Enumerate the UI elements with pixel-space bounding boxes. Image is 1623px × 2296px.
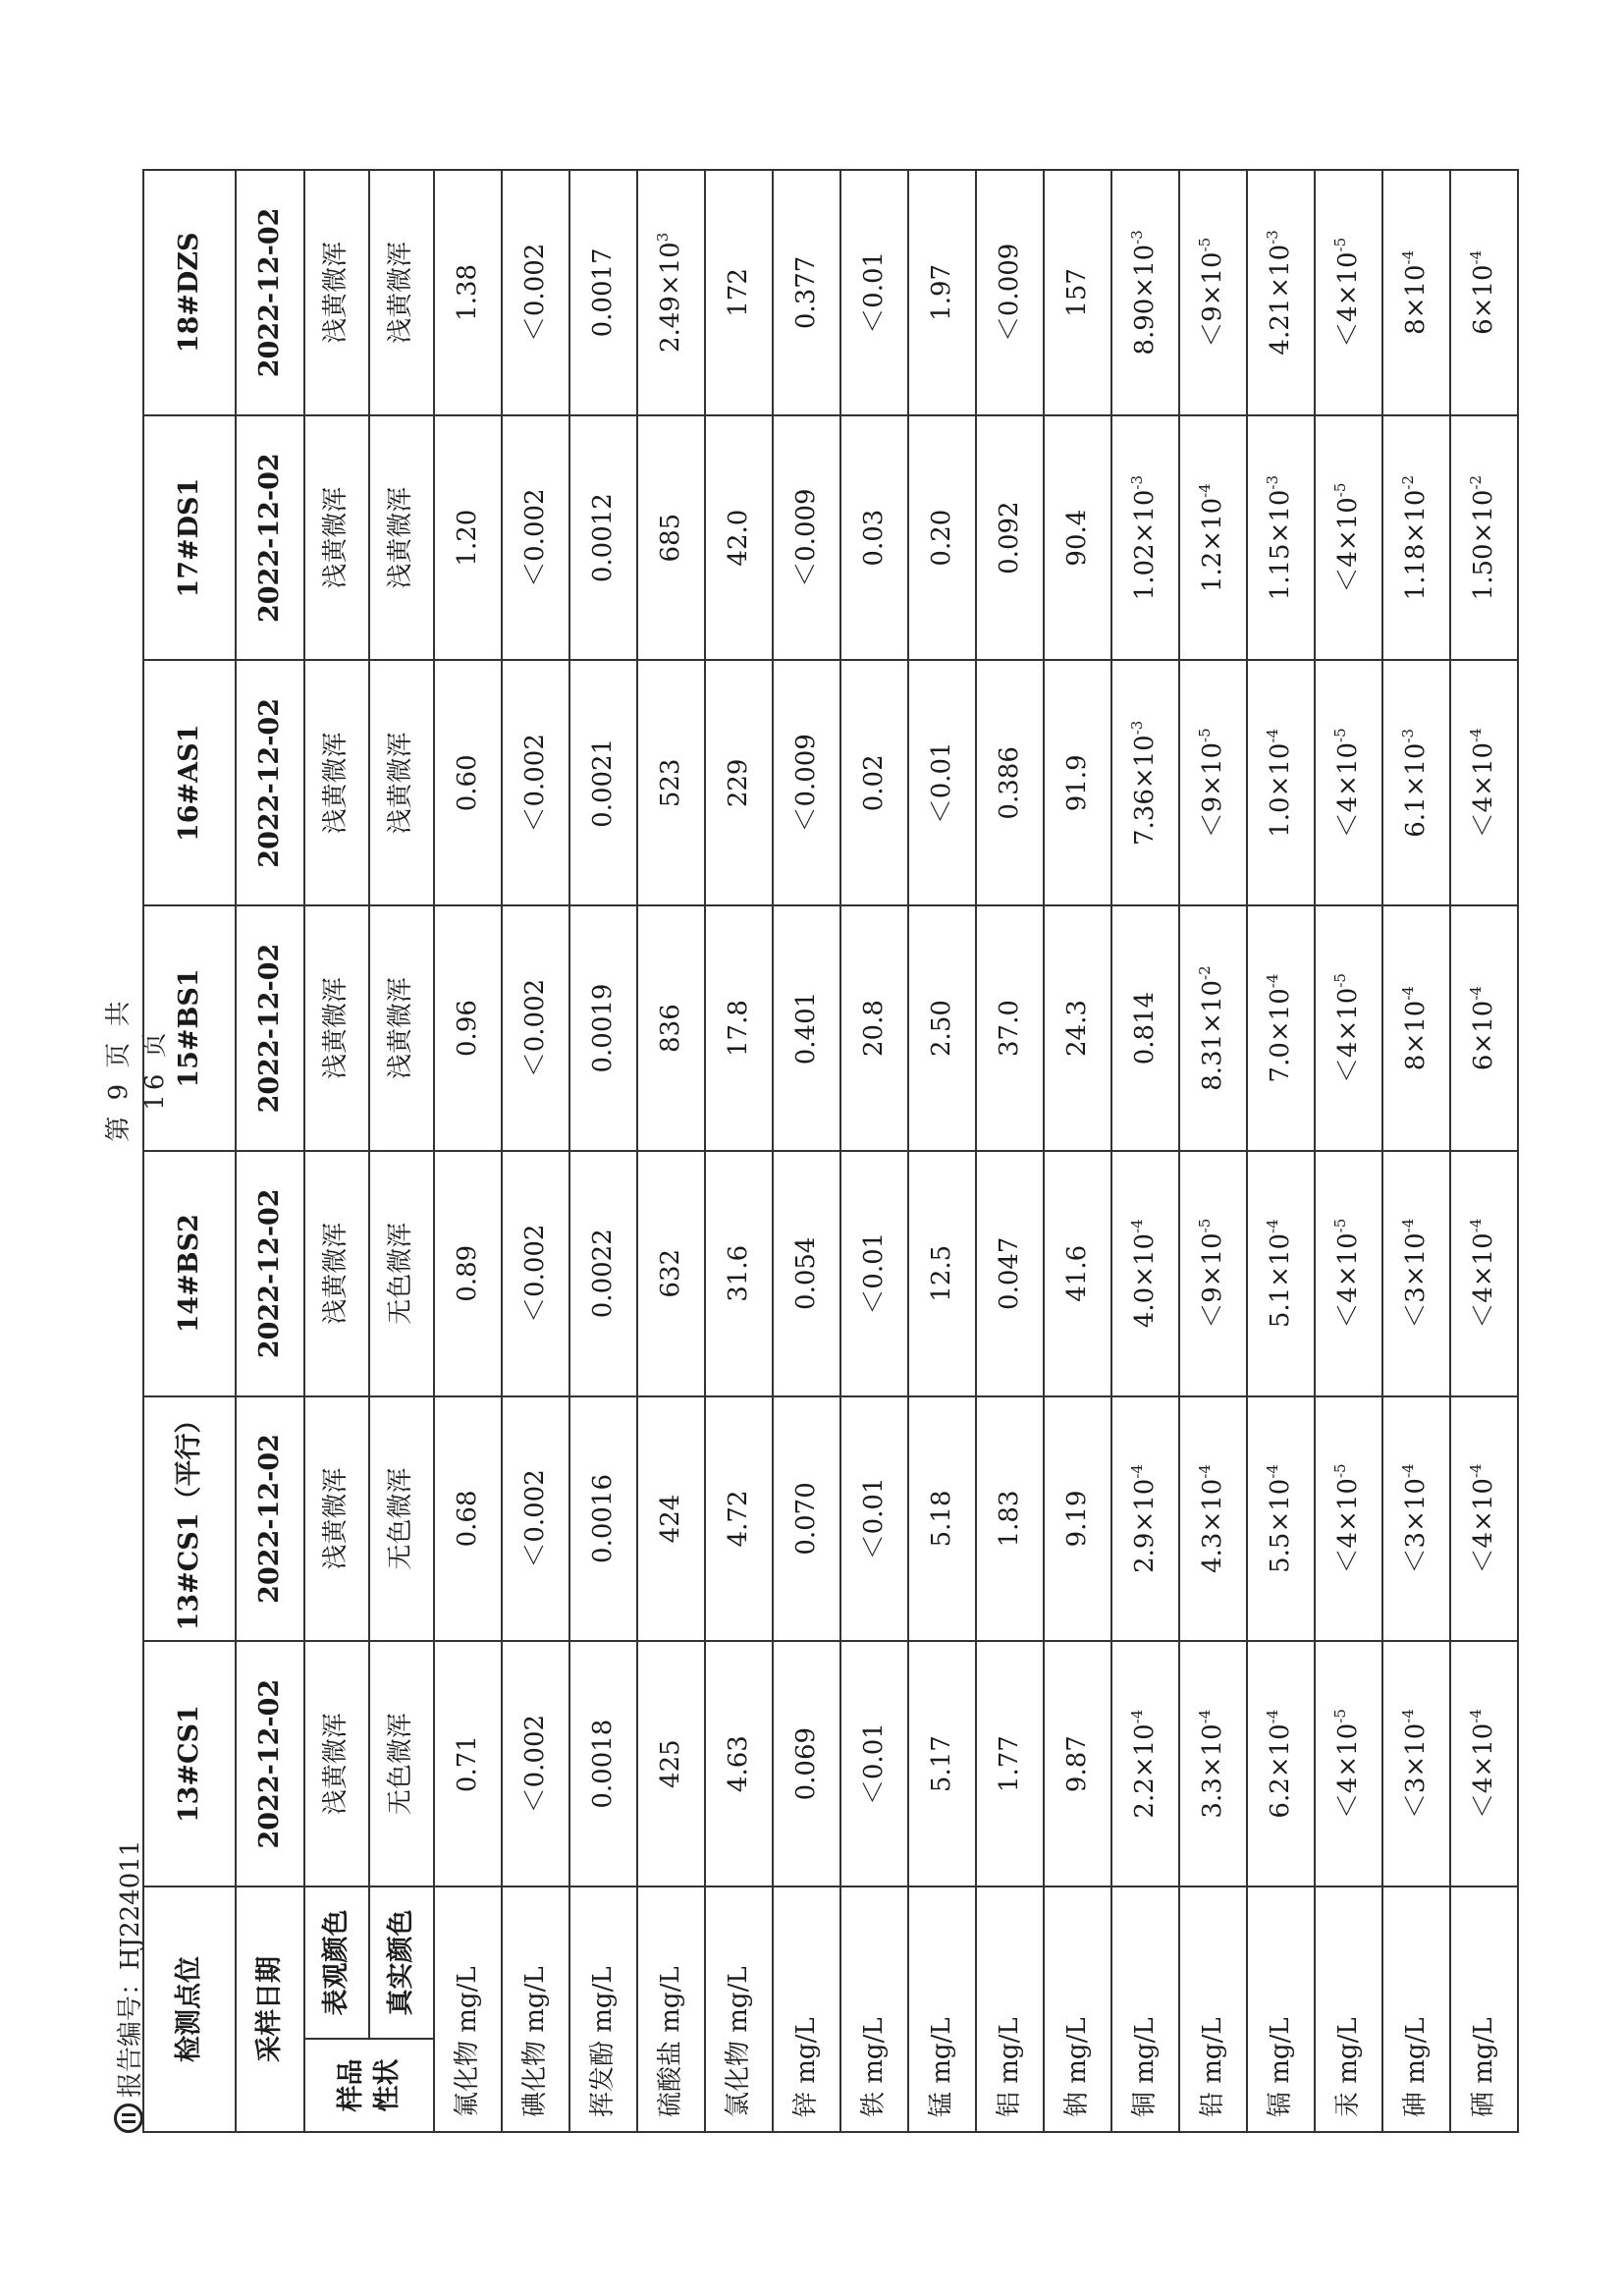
measurement-value: 424 <box>637 1396 705 1642</box>
measurement-value: $8\times 10^{-4}$ <box>1382 170 1450 415</box>
table-row <box>502 170 569 2132</box>
report-number <box>110 1840 146 2133</box>
apparent-color-value: 浅黄微浑 <box>304 415 369 661</box>
measurement-value: $1.50\times 10^{-2}$ <box>1450 415 1518 661</box>
point-name: 13#CS1 <box>143 1641 236 1886</box>
sample-property-label: 样品 <box>335 2058 366 2112</box>
sample-date: 2022-12-02 <box>236 905 304 1151</box>
measurement-value: 425 <box>637 1641 705 1886</box>
measurement-value: 0.069 <box>773 1641 840 1886</box>
table-row <box>773 170 840 2132</box>
measurement-value: ＜0.009 <box>773 415 840 661</box>
true-color-value: 浅黄微浑 <box>369 905 434 1151</box>
true-color-value: 浅黄微浑 <box>369 660 434 905</box>
measurement-value: ＜0.01 <box>840 1151 908 1396</box>
measurement-value: 0.0019 <box>569 905 637 1151</box>
measurement-value: 0.401 <box>773 905 840 1151</box>
table-row <box>1450 170 1518 2132</box>
measurement-value: 0.20 <box>908 415 976 661</box>
measurement-value: ＜0.002 <box>502 1396 569 1642</box>
measurement-value: 9.87 <box>1044 1641 1111 1886</box>
table-row <box>143 170 236 2132</box>
point-name: 16#AS1 <box>143 660 236 905</box>
measurement-value: $8.90\times 10^{-3}$ <box>1111 170 1179 415</box>
parameter-label: 砷 mg/L <box>1382 1886 1450 2132</box>
measurement-value: 0.386 <box>976 660 1044 905</box>
measurement-value: $2.9\times 10^{-4}$ <box>1111 1396 1179 1642</box>
measurement-value: $<4\times 10^{-5}$ <box>1315 415 1382 661</box>
table-row <box>369 170 434 2132</box>
measurement-value: $6.1\times 10^{-3}$ <box>1382 660 1450 905</box>
parameter-label: 氯化物 mg/L <box>705 1886 773 2132</box>
measurement-value: 157 <box>1044 170 1111 415</box>
measurement-value: ＜0.002 <box>502 415 569 661</box>
measurement-value: 685 <box>637 415 705 661</box>
measurement-value: 4.72 <box>705 1396 773 1642</box>
measurement-value: $6.2\times 10^{-4}$ <box>1247 1641 1315 1886</box>
measurement-value: ＜0.002 <box>502 1151 569 1396</box>
measurement-value: $7.0\times 10^{-4}$ <box>1247 905 1315 1151</box>
true-color-value: 无色微浑 <box>369 1641 434 1886</box>
point-name: 15#BS1 <box>143 905 236 1151</box>
parameter-label: 汞 mg/L <box>1315 1886 1382 2132</box>
point-name: 13#CS1（平行） <box>143 1396 236 1642</box>
parameter-label: 碘化物 mg/L <box>502 1886 569 2132</box>
measurement-value: $<9\times 10^{-5}$ <box>1179 170 1247 415</box>
measurement-value: 0.0016 <box>569 1396 637 1642</box>
report-number-text: 报告编号：HJ224011 <box>116 1839 145 2098</box>
point-name: 18#DZS <box>143 170 236 415</box>
table-row <box>1247 170 1315 2132</box>
measurement-value: ＜0.009 <box>976 170 1044 415</box>
measurement-value: 5.17 <box>908 1641 976 1886</box>
apparent-color-value: 浅黄微浑 <box>304 170 369 415</box>
measurement-value: 0.0021 <box>569 660 637 905</box>
measurement-value: 0.96 <box>434 905 502 1151</box>
sample-date: 2022-12-02 <box>236 1641 304 1886</box>
measurement-value: 37.0 <box>976 905 1044 1151</box>
measurement-value: ＜0.01 <box>840 1396 908 1642</box>
point-name: 17#DS1 <box>143 415 236 661</box>
measurement-value: $1.0\times 10^{-4}$ <box>1247 660 1315 905</box>
measurement-value: 9.19 <box>1044 1396 1111 1642</box>
point-header: 检测点位 <box>143 1886 236 2132</box>
measurement-value: $<3\times 10^{-4}$ <box>1382 1151 1450 1396</box>
sample-date: 2022-12-02 <box>236 660 304 905</box>
measurement-value: ＜0.01 <box>908 660 976 905</box>
measurement-value: 0.0018 <box>569 1641 637 1886</box>
measurement-value: 229 <box>705 660 773 905</box>
table-row <box>908 170 976 2132</box>
parameter-label: 铝 mg/L <box>976 1886 1044 2132</box>
table-row <box>236 170 304 2132</box>
table-row <box>1111 170 1179 2132</box>
measurement-value: 0.71 <box>434 1641 502 1886</box>
measurement-value: 0.054 <box>773 1151 840 1396</box>
sample-date: 2022-12-02 <box>236 1151 304 1396</box>
measurement-value: ＜0.01 <box>840 1641 908 1886</box>
measurement-value: $4.0\times 10^{-4}$ <box>1111 1151 1179 1396</box>
measurement-value: $<4\times 10^{-5}$ <box>1315 660 1382 905</box>
parameter-label: 挥发酚 mg/L <box>569 1886 637 2132</box>
measurement-value: $5.1\times 10^{-4}$ <box>1247 1151 1315 1396</box>
table-row <box>434 170 502 2132</box>
measurement-value: ＜0.002 <box>502 660 569 905</box>
parameter-label: 铅 mg/L <box>1179 1886 1247 2132</box>
table-row <box>840 170 908 2132</box>
parameter-label: 氟化物 mg/L <box>434 1886 502 2132</box>
apparent-color-value: 浅黄微浑 <box>304 905 369 1151</box>
measurement-value: 0.070 <box>773 1396 840 1642</box>
measurement-value: 0.0012 <box>569 415 637 661</box>
measurement-value: 0.814 <box>1111 905 1179 1151</box>
measurement-value: $8\times 10^{-4}$ <box>1382 905 1450 1151</box>
table-row <box>705 170 773 2132</box>
parameter-label: 锌 mg/L <box>773 1886 840 2132</box>
measurement-value: 20.8 <box>840 905 908 1151</box>
apparent-color-value: 浅黄微浑 <box>304 660 369 905</box>
measurement-value: 17.8 <box>705 905 773 1151</box>
measurement-value: 0.03 <box>840 415 908 661</box>
sample-property-label: 性状 <box>372 2058 403 2112</box>
measurement-value: 90.4 <box>1044 415 1111 661</box>
apparent-color-value: 浅黄微浑 <box>304 1396 369 1642</box>
parameter-label: 硒 mg/L <box>1450 1886 1518 2132</box>
measurement-value: 0.89 <box>434 1151 502 1396</box>
measurement-value: ＜0.002 <box>502 905 569 1151</box>
measurement-value: 523 <box>637 660 705 905</box>
sample-date: 2022-12-02 <box>236 170 304 415</box>
table-row <box>304 170 369 2132</box>
parameter-label: 锰 mg/L <box>908 1886 976 2132</box>
measurement-value: 4.63 <box>705 1641 773 1886</box>
true-color-value: 无色微浑 <box>369 1151 434 1396</box>
parameter-label: 铁 mg/L <box>840 1886 908 2132</box>
measurement-value: 632 <box>637 1151 705 1396</box>
measurement-value: $2.49\times 10^3$ <box>637 170 705 415</box>
point-name: 14#BS2 <box>143 1151 236 1396</box>
measurement-value: $4.21\times 10^{-3}$ <box>1247 170 1315 415</box>
measurement-value: $<3\times 10^{-4}$ <box>1382 1641 1450 1886</box>
measurement-value: $1.18\times 10^{-2}$ <box>1382 415 1450 661</box>
measurement-value: ＜0.002 <box>502 1641 569 1886</box>
true-color-header: 真实颜色 <box>369 1886 434 2039</box>
table-row <box>976 170 1044 2132</box>
table-row <box>637 170 705 2132</box>
sample-property-header <box>304 2039 434 2132</box>
measurement-value: 12.5 <box>908 1151 976 1396</box>
measurement-value: 0.02 <box>840 660 908 905</box>
measurement-value: $6\times 10^{-4}$ <box>1450 905 1518 1151</box>
true-color-value: 浅黄微浑 <box>369 170 434 415</box>
measurement-value: 1.38 <box>434 170 502 415</box>
measurement-value: ＜0.01 <box>840 170 908 415</box>
measurement-value: 5.18 <box>908 1396 976 1642</box>
measurement-value: $2.2\times 10^{-4}$ <box>1111 1641 1179 1886</box>
measurement-value: $6\times 10^{-4}$ <box>1450 170 1518 415</box>
measurement-value: $3.3\times 10^{-4}$ <box>1179 1641 1247 1886</box>
measurement-value: 0.60 <box>434 660 502 905</box>
measurement-value: $8.31\times 10^{-2}$ <box>1179 905 1247 1151</box>
measurement-value: $1.2\times 10^{-4}$ <box>1179 415 1247 661</box>
measurement-value: 0.092 <box>976 415 1044 661</box>
measurement-value: 41.6 <box>1044 1151 1111 1396</box>
measurement-value: $7.36\times 10^{-3}$ <box>1111 660 1179 905</box>
table-row <box>1382 170 1450 2132</box>
measurement-value: $<4\times 10^{-5}$ <box>1315 1396 1382 1642</box>
measurement-value: 836 <box>637 905 705 1151</box>
measurement-value: 2.50 <box>908 905 976 1151</box>
measurement-value: 31.6 <box>705 1151 773 1396</box>
apparent-color-header: 表观颜色 <box>304 1886 369 2039</box>
measurement-value: $<9\times 10^{-5}$ <box>1179 660 1247 905</box>
table-row <box>569 170 637 2132</box>
measurement-value: 1.77 <box>976 1641 1044 1886</box>
parameter-label: 铜 mg/L <box>1111 1886 1179 2132</box>
date-header: 采样日期 <box>236 1886 304 2132</box>
measurement-value: ＜0.009 <box>773 660 840 905</box>
measurement-value: $<9\times 10^{-5}$ <box>1179 1151 1247 1396</box>
measurement-value: $4.3\times 10^{-4}$ <box>1179 1396 1247 1642</box>
apparent-color-value: 浅黄微浑 <box>304 1151 369 1396</box>
apparent-color-value: 浅黄微浑 <box>304 1641 369 1886</box>
measurement-value: $5.5\times 10^{-4}$ <box>1247 1396 1315 1642</box>
measurement-value: 1.97 <box>908 170 976 415</box>
table-row <box>1044 170 1111 2132</box>
results-table <box>142 169 1519 2133</box>
table-row <box>1315 170 1382 2132</box>
sample-date: 2022-12-02 <box>236 415 304 661</box>
measurement-value: 1.83 <box>976 1396 1044 1642</box>
measurement-value: 0.68 <box>434 1396 502 1642</box>
measurement-value: $1.02\times 10^{-3}$ <box>1111 415 1179 661</box>
measurement-value: $<3\times 10^{-4}$ <box>1382 1396 1450 1642</box>
measurement-value: $<4\times 10^{-5}$ <box>1315 1641 1382 1886</box>
true-color-value: 浅黄微浑 <box>369 415 434 661</box>
measurement-value: $1.15\times 10^{-3}$ <box>1247 415 1315 661</box>
measurement-value: $<4\times 10^{-5}$ <box>1315 170 1382 415</box>
measurement-value: $<4\times 10^{-4}$ <box>1450 1641 1518 1886</box>
measurement-value: 24.3 <box>1044 905 1111 1151</box>
measurement-value: $<4\times 10^{-4}$ <box>1450 1396 1518 1642</box>
page-number: 第 9 页 共 16 页 <box>104 997 170 1142</box>
measurement-value: 0.0017 <box>569 170 637 415</box>
parameter-label: 钠 mg/L <box>1044 1886 1111 2132</box>
measurement-value: $<4\times 10^{-4}$ <box>1450 1151 1518 1396</box>
true-color-value: 无色微浑 <box>369 1396 434 1642</box>
company-logo-icon <box>114 2104 143 2133</box>
measurement-value: 91.9 <box>1044 660 1111 905</box>
table-row <box>1179 170 1247 2132</box>
measurement-value: 172 <box>705 170 773 415</box>
measurement-value: 1.20 <box>434 415 502 661</box>
measurement-value: 0.377 <box>773 170 840 415</box>
measurement-value: ＜0.002 <box>502 170 569 415</box>
measurement-value: $<4\times 10^{-4}$ <box>1450 660 1518 905</box>
measurement-value: 0.0022 <box>569 1151 637 1396</box>
measurement-value: $<4\times 10^{-5}$ <box>1315 1151 1382 1396</box>
measurement-value: $<4\times 10^{-5}$ <box>1315 905 1382 1151</box>
parameter-label: 镉 mg/L <box>1247 1886 1315 2132</box>
sample-date: 2022-12-02 <box>236 1396 304 1642</box>
measurement-value: 42.0 <box>705 415 773 661</box>
measurement-value: 0.047 <box>976 1151 1044 1396</box>
parameter-label: 硫酸盐 mg/L <box>637 1886 705 2132</box>
